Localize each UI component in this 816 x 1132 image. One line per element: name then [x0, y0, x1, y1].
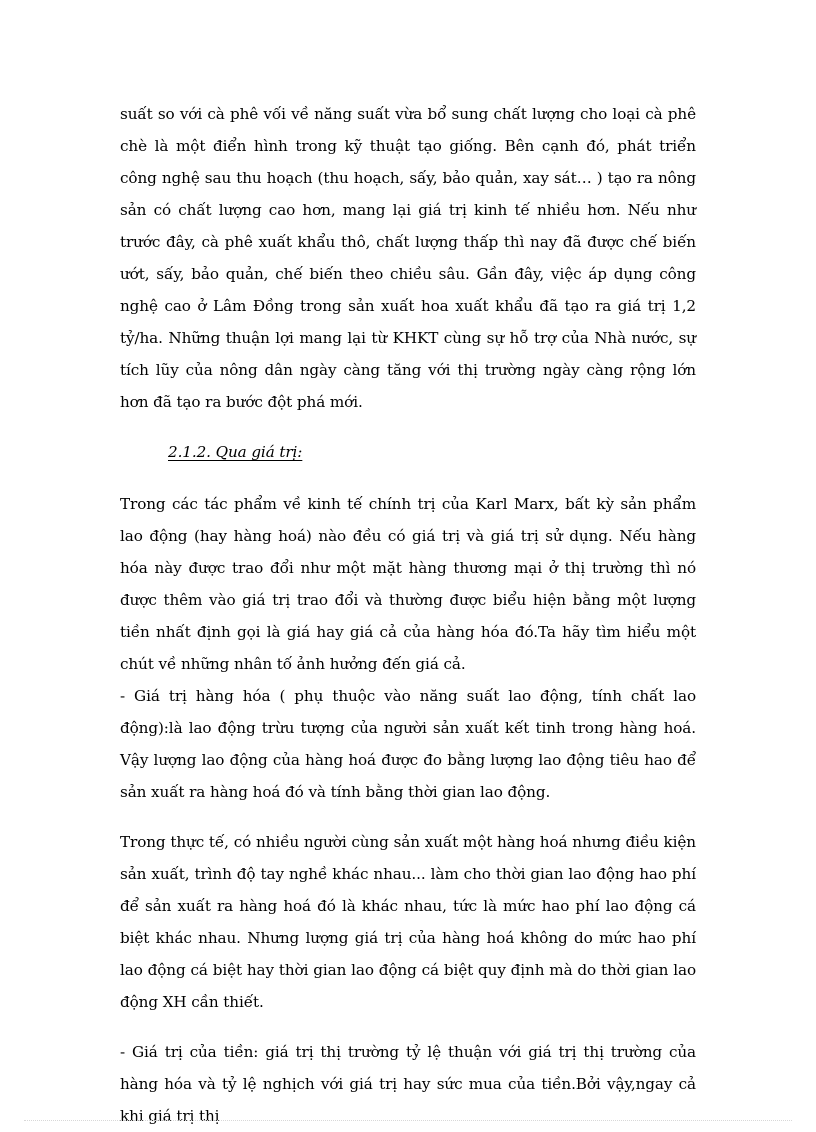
- paragraph-marx-value: Trong các tác phẩm về kinh tế chính trị của Karl Marx, bất kỳ sản phẩm lao động (hay hàng hoá) nào đều có giá trị và giá trị sử dụng. Nếu hàng hóa này được trao đổi như một mặt hàng thương mại ở thị trường thì nó được thêm vào giá trị trao đổi và thường được biểu hiện bằng một lượng tiền nhất định gọi là giá hay giá cả của hàng hóa đó.Ta hãy tìm hiểu một chút về những nhân tố ảnh hưởng đến giá cả.: [120, 495, 696, 673]
- paragraph-labor-time: Trong thực tế, có nhiều người cùng sản xuất một hàng hoá nhưng điều kiện sản xuất, trình độ tay nghề khác nhau... làm cho thời gian lao động hao phí để sản xuất ra hàng hoá đó là khác nhau, tức là mức hao phí lao động cá biệt khác nhau. Nhưng lượng giá trị của hàng hoá không do mức hao phí lao động cá biệt hay thời gian lao động cá biệt quy định mà do thời gian lao động XH cần thiết.: [120, 833, 696, 1011]
- bullet-money-value: - Giá trị của tiền: giá trị thị trường tỷ lệ thuận với giá trị thị trường của hàng hóa và tỷ lệ nghịch với giá trị hay sức mua của tiền.Bởi vậy,ngay cả khi giá trị thị: [120, 1043, 696, 1125]
- bullet-commodity-value: - Giá trị hàng hóa ( phụ thuộc vào năng suất lao động, tính chất lao động):là lao động trừu tượng của người sản xuất kết tinh trong hàng hoá. Vậy lượng lao động của hàng hoá được đo bằng lượng lao động tiêu hao để sản xuất ra hàng hoá đó và tính bằng thời gian lao động.: [120, 687, 696, 801]
- document-body: [120, 98, 696, 1132]
- page-bottom-divider: [24, 1120, 792, 1121]
- paragraph-coffee-technology: suất so với cà phê vối về năng suất vừa bổ sung chất lượng cho loại cà phê chè là một điển hình trong kỹ thuật tạo giống. Bên cạnh đó, phát triển công nghệ sau thu hoạch (thu hoạch, sấy, bảo quản, xay sát… ) tạo ra nông sản có chất lượng cao hơn, mang lại giá trị kinh tế nhiều hơn. Nếu như trước đây, cà phê xuất khẩu thô, chất lượng thấp thì nay đã được chế biến ướt, sấy, bảo quản, chế biến theo chiều sâu. Gần đây, việc áp dụng công nghệ cao ở Lâm Đồng trong sản xuất hoa xuất khẩu đã tạo ra giá trị 1,2 tỷ/ha. Những thuận lợi mang lại từ KHKT cùng sự hỗ trợ của Nhà nước, sự tích lũy của nông dân ngày càng tăng với thị trường ngày càng rộng lớn hơn đã tạo ra bước đột phá mới.: [120, 105, 696, 411]
- section-heading: 2.1.2. Qua giá trị:: [168, 443, 303, 461]
